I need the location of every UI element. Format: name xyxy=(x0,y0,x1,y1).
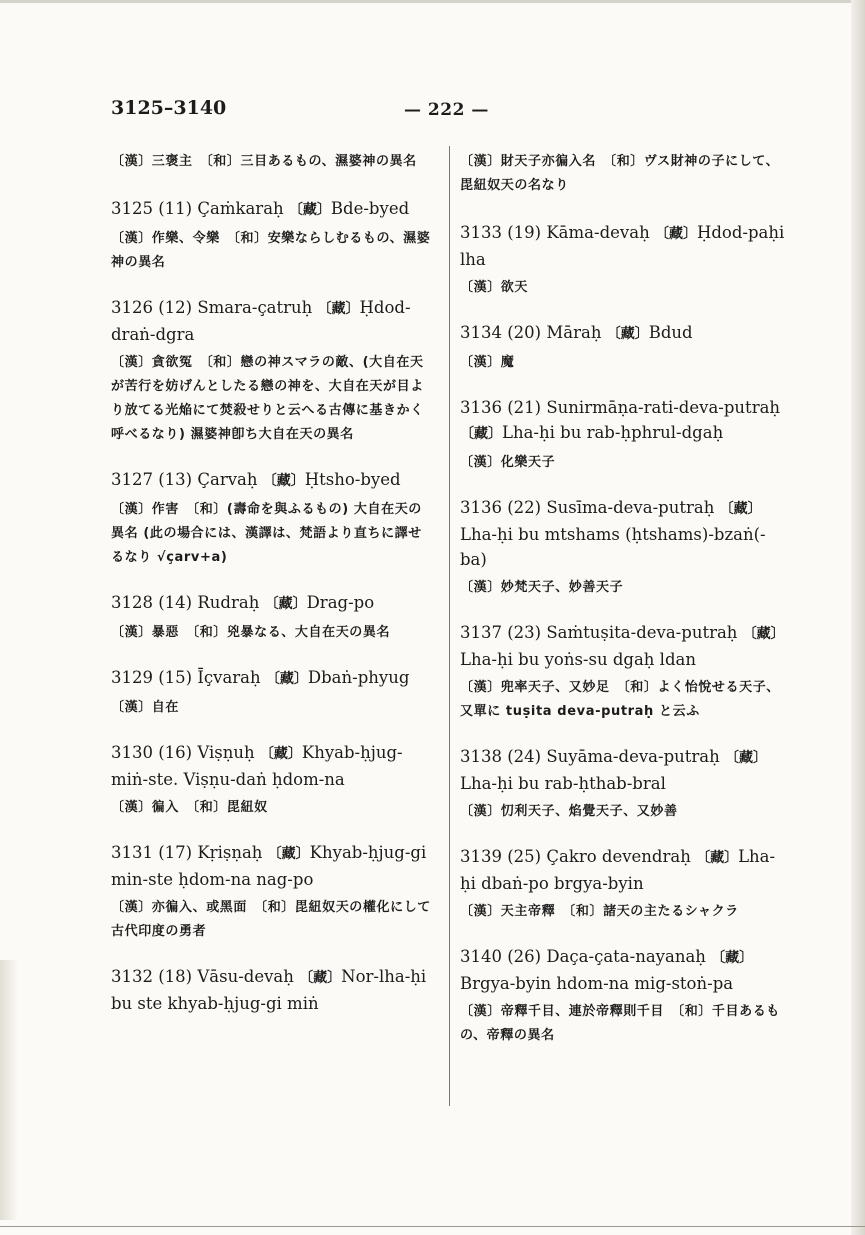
entry-number: 3130 (16) xyxy=(111,743,193,762)
dictionary-entry xyxy=(460,320,790,375)
entry-tibetan: Lha-ḥi bu rab-ḥphrul-dgaḥ xyxy=(502,423,724,442)
entry-headline xyxy=(111,590,431,617)
entry-headline xyxy=(111,740,431,792)
entry-note: 〔漢〕化樂天子 xyxy=(460,455,556,470)
entry-headline xyxy=(111,665,431,692)
entry-note: 〔漢〕作害 〔和〕(壽命を與ふるもの) 大自在天の異名 (此の場合には、漢譯は、梵語より直ちに譯せるなり √çarv+a) xyxy=(111,502,422,565)
entry-headword: Kāma-devaḥ xyxy=(546,223,650,242)
tibetan-label: 〔藏〕 xyxy=(299,970,342,986)
entry-note: 〔漢〕欲天 xyxy=(460,280,529,295)
entry-headword: Rudraḥ xyxy=(197,593,260,612)
entry-note: 〔漢〕兜率天子、又妙足 〔和〕よく怡悅せる天子、又單に tuṣita deva-putraḥ と云ふ xyxy=(460,680,780,719)
dictionary-entry xyxy=(111,467,431,570)
entry-tibetan: Bde-byed xyxy=(330,199,410,218)
tibetan-label: 〔藏〕 xyxy=(259,746,302,762)
tibetan-label: 〔藏〕 xyxy=(696,850,739,866)
dictionary-entry xyxy=(460,620,790,724)
entry-headword: Daça-çata-nayanaḥ xyxy=(546,947,706,966)
entry-note: 〔漢〕暴惡 〔和〕兇暴なる、大自在天の異名 xyxy=(111,625,391,640)
entry-number: 3136 (22) xyxy=(460,498,542,517)
tibetan-label: 〔藏〕 xyxy=(606,326,649,342)
entry-tibetan: Drag-po xyxy=(306,593,375,612)
entry-headword: Viṣṇuḥ xyxy=(197,743,255,762)
entry-number: 3137 (23) xyxy=(460,623,542,642)
entry-tibetan: Lha-ḥi bu yoṅs-su dgaḥ ldan xyxy=(460,650,696,669)
dictionary-entry xyxy=(111,740,431,820)
entry-headword: Vāsu-devaḥ xyxy=(197,967,294,986)
dictionary-entry xyxy=(460,220,790,300)
entry-note: 〔漢〕帝釋千目、連於帝釋則千目 〔和〕千目あるもの、帝釋の異名 xyxy=(460,1004,780,1043)
entry-headline xyxy=(460,744,790,796)
entry-note: 〔漢〕魔 xyxy=(460,355,515,370)
entry-note: 〔漢〕徧入 〔和〕毘紐奴 xyxy=(111,800,268,815)
right-entry-list xyxy=(460,220,790,1048)
tibetan-label: 〔藏〕 xyxy=(265,671,308,687)
entry-headline xyxy=(460,395,790,447)
entry-headword: Çaṁkaraḥ xyxy=(197,199,284,218)
page-right-edge xyxy=(851,0,865,1235)
dictionary-entry xyxy=(111,196,431,275)
tibetan-label: 〔藏〕 xyxy=(267,846,310,862)
tibetan-label: 〔藏〕 xyxy=(711,950,754,966)
entry-headline xyxy=(460,320,790,347)
entry-headline xyxy=(111,840,431,892)
entry-note: 〔漢〕財天子亦徧入名 〔和〕ヴス財神の子にして、毘紐奴天の名なり xyxy=(460,154,780,193)
entry-headline xyxy=(460,220,790,272)
entry-number: 3140 (26) xyxy=(460,947,542,966)
entry-number: 3132 (18) xyxy=(111,967,193,986)
entry-number: 3136 (21) xyxy=(460,398,542,417)
entry-number: 3126 (12) xyxy=(111,298,193,317)
entry-headline xyxy=(460,620,790,672)
dictionary-entry xyxy=(460,844,790,924)
entry-tibetan: Khyab-ḥjug-miṅ-ste. Viṣṇu-daṅ ḥdom-na xyxy=(111,743,403,789)
entry-headword: Suyāma-deva-putraḥ xyxy=(546,747,720,766)
continuation-entry xyxy=(111,150,431,174)
entry-headword: Kṛiṣṇaḥ xyxy=(197,843,263,862)
entry-tibetan: Bdud xyxy=(648,323,693,342)
entry-tibetan: Lha-ḥi dbaṅ-po brgya-byin xyxy=(460,847,776,893)
tibetan-label: 〔藏〕 xyxy=(262,473,305,489)
dictionary-entry xyxy=(111,590,431,645)
entry-note: 〔漢〕妙梵天子、妙善天子 xyxy=(460,580,624,595)
tibetan-label: 〔藏〕 xyxy=(288,202,331,218)
entry-tibetan: Nor-lha-ḥi bu ste khyab-ḥjug-gi miṅ xyxy=(111,967,427,1013)
entry-note: 〔漢〕貪欲冤 〔和〕戀の神スマラの敵、(大自在天が苦行を妨げんとしたる戀の神を、大自在天が目より放てる光焔にて焚殺せりと云へる古傳に基きかく呼べるなり) 濕婆神卽ち大自在天の異名 xyxy=(111,355,424,442)
entry-tibetan: Dbaṅ-phyug xyxy=(307,668,410,687)
entry-tibetan: Ḥdod-draṅ-dgra xyxy=(111,298,411,344)
entry-headword: Susīma-deva-putraḥ xyxy=(546,498,715,517)
entry-number: 3134 (20) xyxy=(460,323,542,342)
tibetan-label: 〔藏〕 xyxy=(725,750,767,766)
column-divider xyxy=(449,146,450,1106)
continuation-entry xyxy=(460,150,790,198)
entry-headline xyxy=(111,196,431,223)
entry-tibetan: Khyab-ḥjug-gi min-ste ḥdom-na nag-po xyxy=(111,843,427,889)
tibetan-label: 〔藏〕 xyxy=(742,626,785,642)
entry-headword: Smara-çatruḥ xyxy=(197,298,313,317)
entry-tibetan: Ḥdod-paḥi lha xyxy=(460,223,785,269)
entry-headline xyxy=(460,944,790,996)
left-entry-list xyxy=(111,196,431,1016)
dictionary-entry xyxy=(460,744,790,824)
right-column xyxy=(460,146,790,1068)
entry-number: 3127 (13) xyxy=(111,470,193,489)
tibetan-label: 〔藏〕 xyxy=(460,426,502,442)
entry-note: 〔漢〕天主帝釋 〔和〕諸天の主たるシャクラ xyxy=(460,904,739,919)
dictionary-entry xyxy=(460,495,790,600)
dictionary-entry xyxy=(111,840,431,944)
entry-headword: Çakro devendraḥ xyxy=(546,847,691,866)
tibetan-label: 〔藏〕 xyxy=(317,301,360,317)
left-column xyxy=(111,146,431,1036)
entry-number: 3138 (24) xyxy=(460,747,542,766)
entry-note: 〔漢〕忉利天子、焰覺天子、又妙善 xyxy=(460,804,678,819)
entry-note: 〔漢〕亦徧入、或黑面 〔和〕毘紐奴天の權化にして古代印度の勇者 xyxy=(111,900,431,939)
entry-number: 3133 (19) xyxy=(460,223,542,242)
entry-headword: Sunirmāṇa-rati-deva-putraḥ xyxy=(546,398,781,417)
entry-headword: Saṁtuṣita-deva-putraḥ xyxy=(546,623,738,642)
entry-headline xyxy=(111,467,431,494)
entry-number: 3139 (25) xyxy=(460,847,542,866)
dictionary-entry xyxy=(460,395,790,475)
entry-headword: Īçvaraḥ xyxy=(197,668,261,687)
entry-note: 〔漢〕作樂、令樂 〔和〕安樂ならしむるもの、濕婆神の異名 xyxy=(111,231,431,270)
entry-number: 3131 (17) xyxy=(111,843,193,862)
dictionary-entry xyxy=(111,295,431,447)
entry-number: 3125 (11) xyxy=(111,199,193,218)
dictionary-entry xyxy=(111,665,431,720)
dictionary-entry xyxy=(111,964,431,1016)
page-left-shadow xyxy=(0,960,18,1220)
entry-headword: Çarvaḥ xyxy=(197,470,258,489)
entry-number: 3128 (14) xyxy=(111,593,193,612)
running-head: 3125–3140 xyxy=(111,97,227,119)
entry-headline xyxy=(460,495,790,572)
entry-tibetan: Ḥtsho-byed xyxy=(304,470,401,489)
page-number: — 222 — xyxy=(404,100,489,120)
entry-tibetan: Lha-ḥi bu rab-ḥthab-bral xyxy=(460,774,666,793)
page-top-edge xyxy=(0,0,865,3)
tibetan-label: 〔藏〕 xyxy=(654,226,697,242)
entry-tibetan: Brgya-byin hdom-na mig-stoṅ-pa xyxy=(460,974,734,993)
entry-number: 3129 (15) xyxy=(111,668,193,687)
page-bottom-edge xyxy=(0,1226,865,1227)
entry-note: 〔漢〕三褒主 〔和〕三目あるもの、濕婆神の異名 xyxy=(111,154,417,169)
entry-headline xyxy=(111,964,431,1016)
entry-note: 〔漢〕自在 xyxy=(111,700,180,715)
tibetan-label: 〔藏〕 xyxy=(719,501,762,517)
entry-tibetan: Lha-ḥi bu mtshams (ḥtshams)-bzaṅ(-ba) xyxy=(460,525,766,569)
entry-headword: Māraḥ xyxy=(546,323,602,342)
dictionary-entry xyxy=(460,944,790,1048)
tibetan-label: 〔藏〕 xyxy=(264,596,307,612)
entry-headline xyxy=(460,844,790,896)
entry-headline xyxy=(111,295,431,347)
